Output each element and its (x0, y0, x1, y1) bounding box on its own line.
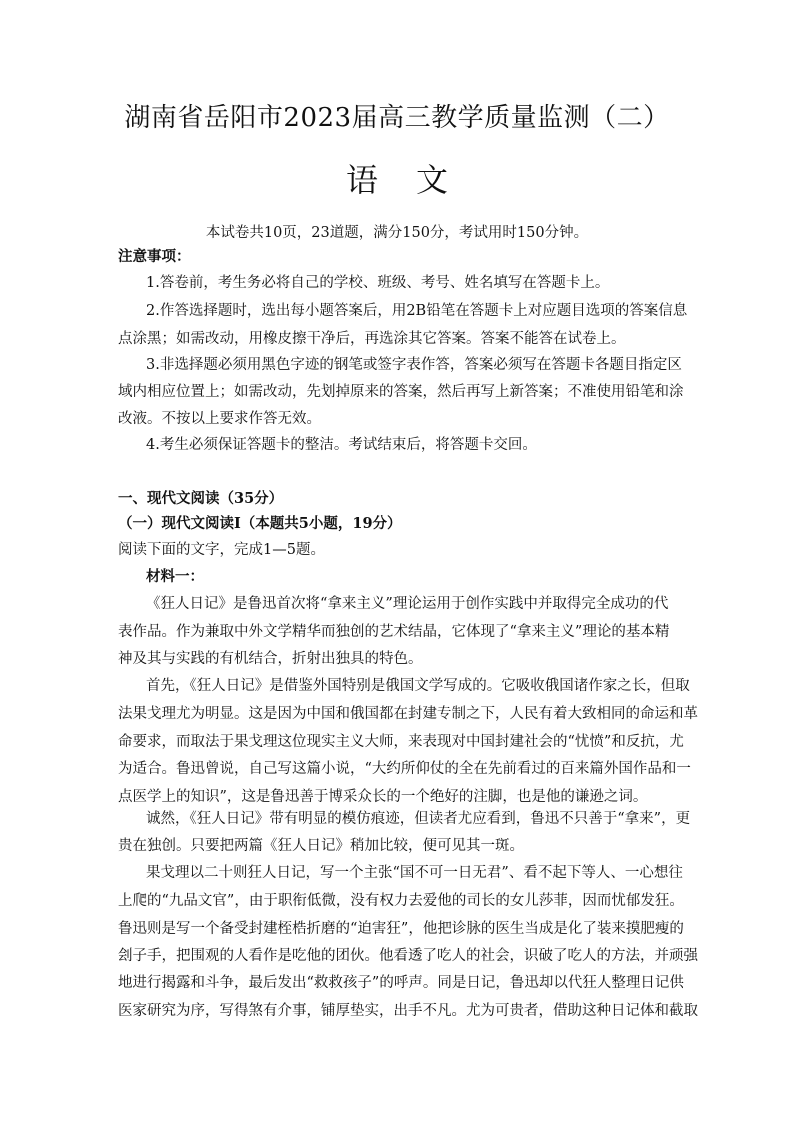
body-line: 首先，《狂人日记》是借鉴外国特别是俄国文学写成的。它吸收俄国诸作家之长，但取 (146, 678, 690, 694)
body-line: 医家研究为序，写得煞有介事，铺厚垫实，出手不凡。尤为可贵者，借助这种日记体和截取 (118, 1003, 698, 1019)
subject-title: 语文 (345, 161, 486, 199)
body-line: 地进行揭露和斗争，最后发出“救救孩子”的呼声。同是日记，鲁迅却以代狂人整理日记供 (118, 975, 684, 991)
material-label: 材料一： (146, 568, 204, 585)
body-line: 鲁迅则是写一个备受封建桎梏折磨的“迫害狂”，他把诊脉的医生当成是化了装来摸肥瘦的 (118, 921, 684, 937)
notice-line: 1.答卷前，考生务必将自己的学校、班级、考号、姓名填写在答题卡上。 (146, 275, 610, 291)
body-line: 表作品。作为兼取中外文学精华而独创的艺术结晶，它体现了“拿来主义”理论的基本精 (118, 624, 670, 640)
notice-line: 改液。不按以上要求作答无效。 (118, 411, 321, 427)
body-line: 上爬的“九品文官”，由于职衔低微，没有权力去爱他的司长的女儿莎菲，因而忧郁发狂。 (118, 893, 684, 909)
section-subheading: （一）现代文阅读Ⅰ（本题共5小题，19分） (118, 515, 402, 532)
notice-line: 3.非选择题必须用黑色字迹的钢笔或签字表作答，答案必须写在答题卡各题目指定区 (146, 357, 682, 373)
notice-line: 2.作答选择题时，选出每小题答案后，用2B铅笔在答题卡上对应题目选项的答案信息 (146, 303, 688, 319)
exam-title: 湖南省岳阳市2023届高三教学质量监测（二） (124, 103, 670, 133)
body-line: 点医学上的知识”，这是鲁迅善于博采众长的一个绝好的注脚，也是他的谦逊之词。 (118, 789, 648, 805)
reading-instruction: 阅读下面的文字，完成1—5题。 (118, 542, 325, 558)
section-heading: 一、现代文阅读（35分） (118, 490, 284, 507)
body-line: 神及其与实践的有机结合，折射出独具的特色。 (118, 651, 423, 667)
notice-heading: 注意事项： (118, 248, 191, 265)
body-line: 贵在独创。只要把两篇《狂人日记》稍加比较，便可见其一斑。 (118, 838, 524, 854)
body-line: 果戈理以二十则狂人日记，写一个主张“国不可一日无君”、看不起下等人、一心想往 (146, 865, 683, 881)
body-line: 诚然，《狂人日记》带有明显的模仿痕迹，但读者尤应看到，鲁迅不只善于“拿来”，更 (146, 811, 691, 827)
body-line: 为适合。鲁迅曾说，自己写这篇小说，“大约所仰仗的全在先前看过的百来篇外国作品和一 (118, 761, 691, 777)
notice-line: 域内相应位置上；如需改动，先划掉原来的答案，然后再写上新答案；不准使用铅笔和涂 (118, 384, 684, 400)
body-line: 刽子手，把围观的人看作是吃他的团伙。他看透了吃人的社会，识破了吃人的方法，并顽强 (118, 948, 698, 964)
body-line: 《狂人日记》是鲁迅首次将“拿来主义”理论运用于创作实践中并取得完全成功的代 (146, 596, 669, 612)
body-line: 命要求，而取法于果戈理这位现实主义大师，来表现对中国封建社会的“忧愤”和反抗，尤 (118, 734, 684, 750)
notice-line: 4.考生必须保证答题卡的整洁。考试结束后，将答题卡交回。 (146, 437, 537, 453)
body-line: 法果戈理尤为明显。这是因为中国和俄国都在封建专制之下，人民有着大致相同的命运和革 (118, 706, 698, 722)
notice-line: 点涂黑；如需改动，用橡皮擦干净后，再选涂其它答案。答案不能答在试卷上。 (118, 331, 626, 347)
exam-info: 本试卷共10页，23道题，满分150分，考试用时150分钟。 (205, 225, 589, 241)
